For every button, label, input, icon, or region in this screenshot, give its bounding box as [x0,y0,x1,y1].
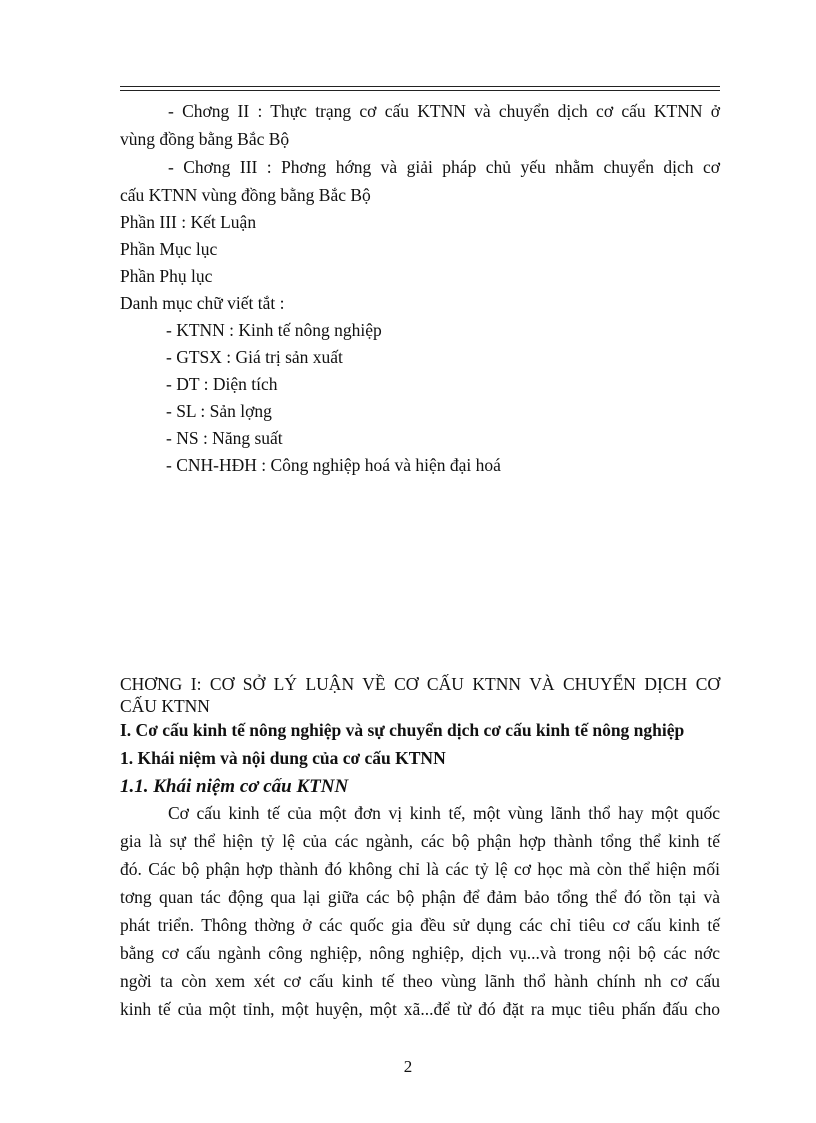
abbreviations-heading: Danh mục chữ viết tắt : [120,293,285,313]
abbreviation-item: - SL : Sản lợng [166,401,272,421]
paragraph-line: Cơ cấu kinh tế của một đơn vị kinh tế, một vùng lãnh thổ hay một quốc [168,803,720,823]
paragraph-line: đó. Các bộ phận hợp thành đó không chỉ là các tỷ lệ cơ học mà còn thể hiện mối [120,859,720,879]
paragraph-line: tơng quan tác động qua lại giữa các bộ phận để đảm bảo tổng thể đó tồn tại và [120,887,720,907]
header-rule-top [120,86,720,87]
header-rule-bottom [120,90,720,91]
outline-chapter2-line2: vùng đồng bằng Bắc Bộ [120,129,290,149]
outline-chapter2-line1: - Chơng II : Thực trạng cơ cấu KTNN và chuyển dịch cơ cấu KTNN ở [168,101,720,121]
paragraph-line: bằng cơ cấu ngành công nghiệp, nông nghiệp, dịch vụ...và trong nội bộ các nớc [120,943,720,963]
outline-part3: Phần III : Kết Luận [120,212,257,232]
subsection-heading-1: 1. Khái niệm và nội dung của cơ cấu KTNN [120,748,446,768]
abbreviation-item: - KTNN : Kinh tế nông nghiệp [166,320,382,340]
abbreviation-item: - GTSX : Giá trị sản xuất [166,347,343,367]
abbreviation-item: - DT : Diện tích [166,374,278,394]
outline-chapter3-line1: - Chơng III : Phơng hớng và giải pháp chủ yếu nhằm chuyển dịch cơ [168,157,720,177]
outline-chapter3-line2: cấu KTNN vùng đồng bằng Bắc Bộ [120,185,371,205]
paragraph-line: gia là sự thể hiện tỷ lệ của các ngành, các bộ phận hợp thành tổng thể kinh tế [120,831,720,851]
chapter1-title-line1: CHƠNG I: CƠ SỞ LÝ LUẬN VỀ CƠ CẤU KTNN VÀ CHUYỂN DỊCH CƠ [120,674,720,694]
page-number: 2 [403,1057,413,1076]
paragraph-line: kinh tế của một tỉnh, một huyện, một xã...để từ đó đặt ra mục tiêu phấn đấu cho [120,999,720,1019]
paragraph-line: phát triển. Thông thờng ở các quốc gia đều sử dụng các chỉ tiêu cơ cấu kinh tế [120,915,720,935]
paragraph-line: ngời ta còn xem xét cơ cấu kinh tế theo vùng lãnh thổ hành chính nh cơ cấu [120,971,720,991]
outline-toc: Phần Mục lục [120,239,218,259]
subsection-heading-1-1: 1.1. Khái niệm cơ cấu KTNN [120,776,349,797]
abbreviation-item: - NS : Năng suất [166,428,283,448]
chapter1-title-line2: CẤU KTNN [120,696,210,716]
outline-appendix: Phần Phụ lục [120,266,213,286]
section-heading-1: I. Cơ cấu kinh tế nông nghiệp và sự chuyển dịch cơ cấu kinh tế nông nghiệp [120,720,685,740]
abbreviation-item: - CNH-HĐH : Công nghiệp hoá và hiện đại hoá [166,455,501,475]
